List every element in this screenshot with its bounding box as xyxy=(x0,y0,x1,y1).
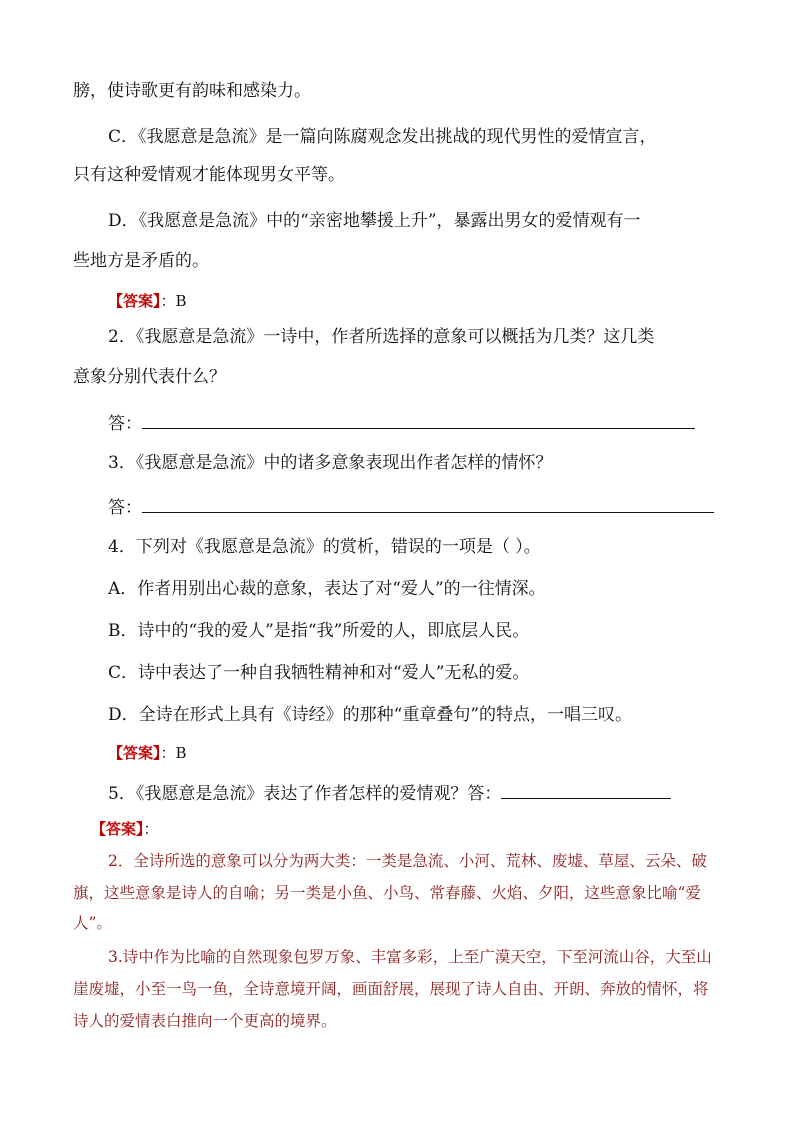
answer-value: ：B xyxy=(160,292,187,310)
option-b: B．诗中的“我的爱人”是指“我”所爱的人，即底层人民。 xyxy=(108,621,530,641)
answer-final xyxy=(91,818,159,840)
explanation-2-line1: 2．全诗所选的意象可以分为两大类：一类是急流、小河、荒林、废墟、草屋、云朵、破 xyxy=(108,852,707,870)
option-d: D．全诗在形式上具有《诗经》的那种“重章叠句”的特点，一唱三叹。 xyxy=(108,705,633,725)
option-c-line1: C．《我愿意是急流》是一篇向陈腐观念发出挑战的现代男性的爱情宣言， xyxy=(108,127,657,147)
answer-line-q2 xyxy=(108,410,695,435)
question-2-line2: 意象分别代表什么？ xyxy=(73,367,226,387)
option-c: C．诗中表达了一种自我牺牲精神和对“爱人”无私的爱。 xyxy=(108,663,530,683)
answer-tag: 【答案】 xyxy=(108,292,161,310)
answer-label: 答： xyxy=(108,414,142,434)
explanation-2-line2: 旗，这些意象是诗人的自喻；另一类是小鱼、小鸟、常春藤、火焰、夕阳，这些意象比喻“爱 xyxy=(73,884,701,902)
answer-value: ： xyxy=(143,820,159,838)
answer-4 xyxy=(108,742,187,764)
explanation-2-line3: 人”。 xyxy=(73,914,112,932)
question-2-line1: 2．《我愿意是急流》一诗中，作者所选择的意象可以概括为几类？这几类 xyxy=(108,327,655,347)
option-c-line2: 只有这种爱情观才能体现男女平等。 xyxy=(73,165,345,185)
question-5-text: 5．《我愿意是急流》表达了作者怎样的爱情观？答： xyxy=(108,784,502,804)
answer-value: ：B xyxy=(160,744,187,762)
answer-tag: 【答案】 xyxy=(108,744,161,762)
option-a: A．作者用别出心裁的意象，表达了对“爱人”的一往情深。 xyxy=(108,579,546,599)
explanation-3-line3: 诗人的爱情表白推向一个更高的境界。 xyxy=(73,1012,337,1030)
answer-1 xyxy=(108,290,187,312)
question-3: 3．《我愿意是急流》中的诸多意象表现出作者怎样的情怀？ xyxy=(108,453,553,473)
answer-blank[interactable] xyxy=(142,410,695,429)
answer-label: 答： xyxy=(108,498,142,518)
answer-blank[interactable] xyxy=(501,780,671,799)
answer-blank[interactable] xyxy=(142,494,714,513)
explanation-3-line1: 3.诗中作为比喻的自然现象包罗万象、丰富多彩，上至广漠天空，下至河流山谷，大至山 xyxy=(108,948,712,966)
text-line: 膀，使诗歌更有韵味和感染力。 xyxy=(73,81,311,101)
explanation-3-line2: 崖废墟，小至一鸟一鱼，全诗意境开阔，画面舒展，展现了诗人自由、开朗、奔放的情怀，将 xyxy=(73,980,709,998)
answer-line-q3 xyxy=(108,494,714,519)
question-5 xyxy=(108,780,671,805)
option-d-line2: 些地方是矛盾的。 xyxy=(73,251,209,271)
answer-tag: 【答案】 xyxy=(91,820,144,838)
question-4: 4．下列对《我愿意是急流》的赏析，错误的一项是（ ）。 xyxy=(108,537,541,557)
option-d-line1: D．《我愿意是急流》中的“亲密地攀援上升”，暴露出男女的爱情观有一 xyxy=(108,211,641,231)
